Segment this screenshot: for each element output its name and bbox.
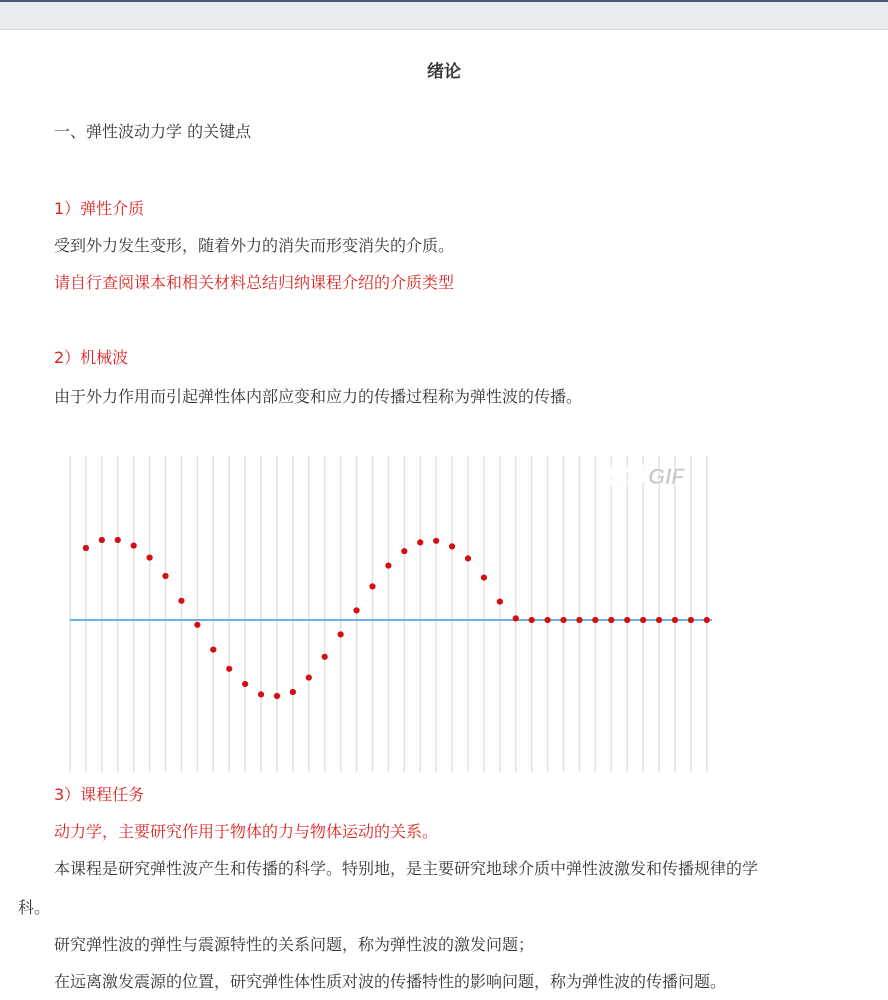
item1-note: 请自行查阅课本和相关材料总结归纳课程介绍的介质类型 xyxy=(54,273,455,292)
wave-particle-point xyxy=(529,617,535,623)
page-title: 绪论 xyxy=(427,62,461,82)
item2-text: 由于外力作用而引起弹性体内部应变和应力的传播过程称为弹性波的传播。 xyxy=(54,387,583,406)
wave-particle-point xyxy=(401,548,407,554)
wave-particle-point xyxy=(449,543,455,549)
wave-particle-point xyxy=(258,691,264,697)
wave-particle-point xyxy=(672,617,678,623)
wave-particle-point xyxy=(545,617,551,623)
item3-para1-line1: 本课程是研究弹性波产生和传播的科学。特别地，是主要研究地球介质中弹性波激发和传播规律的学 xyxy=(54,859,759,878)
wave-particle-point xyxy=(513,615,519,621)
wave-particles xyxy=(83,537,710,699)
wave-particle-point xyxy=(226,666,232,672)
wave-particle-point xyxy=(608,617,614,623)
item3-para3: 在远离激发震源的位置，研究弹性体性质对波的传播特性的影响问题，称为弹性波的传播问题。 xyxy=(54,972,727,991)
wave-particle-point xyxy=(640,617,646,623)
wave-particle-point xyxy=(369,583,375,589)
wave-animation-figure xyxy=(66,452,716,774)
watermark: 微软GIF xyxy=(604,464,685,489)
wave-particle-point xyxy=(560,617,566,623)
item3-para1-line2: 科。 xyxy=(18,898,51,917)
wave-particle-point xyxy=(656,617,662,623)
wave-particle-point xyxy=(497,599,503,605)
wave-particle-point xyxy=(290,689,296,695)
item3-para2: 研究弹性波的弹性与震源特性的关系问题，称为弹性波的激发问题； xyxy=(54,935,535,954)
wave-particle-point xyxy=(592,617,598,623)
item3-heading: 3）课程任务 xyxy=(54,785,145,804)
wave-particle-point xyxy=(417,539,423,545)
wave-particle-point xyxy=(99,537,105,543)
wave-particle-point xyxy=(83,545,89,551)
wave-particle-point xyxy=(147,555,153,561)
wave-particle-point xyxy=(704,617,710,623)
wave-particle-point xyxy=(274,693,280,699)
wave-particle-point xyxy=(178,598,184,604)
wave-particle-point xyxy=(162,573,168,579)
wave-particle-point xyxy=(433,538,439,544)
wave-particle-point xyxy=(210,647,216,653)
wave-particle-point xyxy=(385,563,391,569)
wave-particle-point xyxy=(353,607,359,613)
item2-heading: 2）机械波 xyxy=(54,348,129,367)
wave-particle-point xyxy=(242,681,248,687)
wave-particle-point xyxy=(624,617,630,623)
wave-particle-point xyxy=(465,555,471,561)
wave-particle-point xyxy=(338,631,344,637)
wave-particle-point xyxy=(115,537,121,543)
section-heading: 一、弹性波动力学 的关键点 xyxy=(54,122,252,141)
window-top-bar xyxy=(0,0,888,30)
item3-note: 动力学，主要研究作用于物体的力与物体运动的关系。 xyxy=(54,822,439,841)
wave-particle-point xyxy=(131,543,137,549)
wave-particle-point xyxy=(322,654,328,660)
gridlines xyxy=(70,456,707,772)
wave-particle-point xyxy=(194,622,200,628)
wave-particle-point xyxy=(688,617,694,623)
item1-heading: 1）弹性介质 xyxy=(54,199,145,218)
wave-particle-point xyxy=(306,675,312,681)
wave-particle-point xyxy=(481,575,487,581)
item1-text: 受到外力发生变形，随着外力的消失而形变消失的介质。 xyxy=(54,236,455,255)
wave-particle-point xyxy=(576,617,582,623)
